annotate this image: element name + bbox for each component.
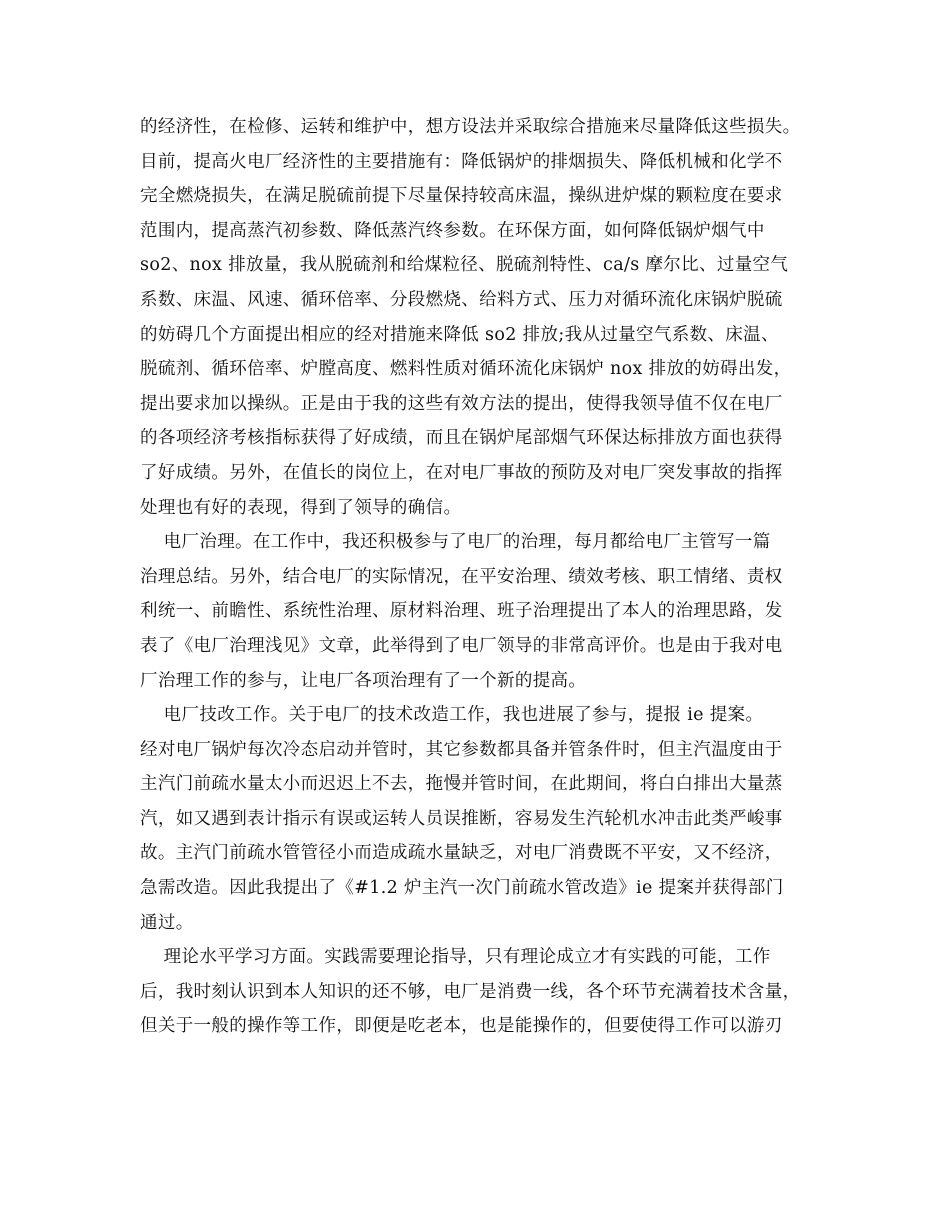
text-line: 的经济性，在检修、运转和维护中，想方设法并采取综合措施来尽量降低这些损失。 (140, 117, 801, 137)
text-line: 故。主汽门前疏水管管径小而造成疏水量缺乏，对电厂消费既不平安，又不经济， (140, 843, 783, 864)
text-line: 了好成绩。另外，在值长的岗位上，在对电厂事故的预防及对电厂突发事故的指挥 (140, 462, 783, 483)
text-line: 经对电厂锅炉每次冷态启动并管时，其它参数都具备并管条件时，但主汽温度由于 (140, 739, 783, 760)
paragraph-start-line: 电厂技改工作。关于电厂的技术改造工作，我也进展了参与，提报 ie 提案。 (140, 705, 764, 726)
text-line: 主汽门前疏水量太小而迟迟上不去，拖慢并管时间，在此期间，将白白排出大量蒸 (140, 774, 783, 795)
paragraph-start-line: 电厂治理。在工作中，我还积极参与了电厂的治理，每月都给电厂主管写一篇 (140, 532, 771, 553)
text-line: 通过。 (140, 912, 194, 933)
text-line: 急需改造。因此我提出了《#1.2 炉主汽一次门前疏水管改造》ie 提案并获得部门 (140, 878, 784, 899)
text-line: 处理也有好的表现，得到了领导的确信。 (140, 497, 462, 518)
text-line: 完全燃烧损失，在满足脱硫前提下尽量保持较高床温，操纵进炉煤的颗粒度在要求 (140, 186, 783, 207)
paragraph-start-line: 理论水平学习方面。实践需要理论指导，只有理论成立才有实践的可能，工作 (140, 947, 771, 968)
text-line: 的各项经济考核指标获得了好成绩，而且在锅炉尾部烟气环保达标排放方面也获得 (140, 428, 783, 449)
text-line: 厂治理工作的参与，让电厂各项治理有了一个新的提高。 (140, 670, 587, 691)
text-line: 汽，如又遇到表计指示有误或运转人员误推断，容易发生汽轮机水冲击此类严峻事 (140, 808, 783, 829)
text-line: 治理总结。另外，结合电厂的实际情况，在平安治理、绩效考核、职工情绪、责权 (140, 566, 783, 587)
text-line: 脱硫剂、循环倍率、炉膛高度、燃料性质对循环流化床锅炉 nox 排放的妨碍出发， (140, 359, 792, 380)
text-line: 提出要求加以操纵。正是由于我的这些有效方法的提出，使得我领导值不仅在电厂 (140, 393, 783, 414)
text-line: 表了《电厂治理浅见》文章，此举得到了电厂领导的非常高评价。也是由于我对电 (140, 635, 783, 656)
text-line: 目前，提高火电厂经济性的主要措施有：降低锅炉的排烟损失、降低机械和化学不 (140, 151, 783, 172)
text-line: 的妨碍几个方面提出相应的经对措施来降低 so2 排放;我从过量空气系数、床温、 (140, 324, 779, 345)
text-line: 后，我时刻认识到本人知识的还不够，电厂是消费一线，各个环节充满着技术含量， (140, 981, 801, 1002)
text-line: 系数、床温、风速、循环倍率、分段燃烧、给料方式、压力对循环流化床锅炉脱硫 (140, 289, 783, 310)
text-line: 但关于一般的操作等工作，即便是吃老本，也是能操作的，但要使得工作可以游刃 (140, 1016, 783, 1037)
text-line: 利统一、前瞻性、系统性治理、原材料治理、班子治理提出了本人的治理思路，发 (140, 601, 783, 622)
text-line: 范围内，提高蒸汽初参数、降低蒸汽终参数。在环保方面，如何降低锅炉烟气中 (140, 220, 765, 241)
text-line: so2、nox 排放量，我从脱硫剂和给煤粒径、脱硫剂特性、ca/s 摩尔比、过量空气 (140, 255, 789, 276)
body-text (140, 110, 840, 1044)
